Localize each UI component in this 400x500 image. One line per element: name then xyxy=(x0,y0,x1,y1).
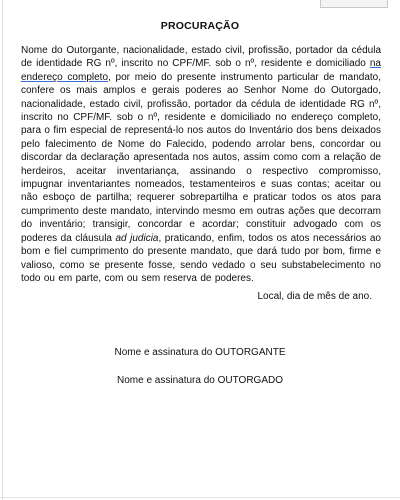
body-underlined-address: na endereço completo xyxy=(21,58,381,83)
corner-tab xyxy=(320,0,388,8)
body-text-part-1: Nome do Outorgante, nacionalidade, estado civil, profissão, portador da cédula de identidade RG nº, inscrito no CPF/MF. sob o nº, residente e domiciliado xyxy=(21,45,381,70)
document-body xyxy=(21,44,381,285)
body-italic-term: ad judicia xyxy=(115,232,159,244)
page-left-edge xyxy=(2,0,3,500)
signature-grantee: Nome e assinatura do OUTORGADO xyxy=(117,375,283,386)
body-text-part-2: , por meio do presente instrumento particular de mandato, confere os mais amplos e gerais poderes ao Senhor Nome do Outorgado, nacionalidade, estado civil, profissão, portador da cédula de identidade RG nº, inscrito no CPF/MF. sob o nº, residente e domiciliado no endereço completo, para o fim especial de representá-lo nos autos do Inventário dos bens deixados pelo falecimento de Nome do Falecido, podendo arrolar bens, concordar ou discordar da declaração apresentada nos autos, assim como com a relação de herdeiros, aceitar inventariança, assinando o respectivo compromisso, impugnar inventariantes nomeados, testamenteiros e suas contas; aceitar ou não esboço de partilha; requerer sobrepartilha e praticar todos os atos para cumprimento deste mandato, intervindo mesmo em outras ações que decorram do inventário; transigir, concordar e acordar; constituir advogado com os poderes da cláusula xyxy=(21,71,381,244)
body-text-part-3: , praticando, enfim, todos os atos necessários ao bom e fiel cumprimento do presente mandato, que dará tudo por bom, firme e valioso, como se presente fosse, sendo vedado o seu substabelecimento no todo ou em parte, com ou sem reserva de poderes. xyxy=(21,232,381,284)
page-bottom-rule xyxy=(0,497,400,498)
signature-grantor: Nome e assinatura do OUTORGANTE xyxy=(114,347,286,358)
local-date-line: Local, dia de mês de ano. xyxy=(257,291,372,302)
document-title: PROCURAÇÃO xyxy=(160,20,240,32)
